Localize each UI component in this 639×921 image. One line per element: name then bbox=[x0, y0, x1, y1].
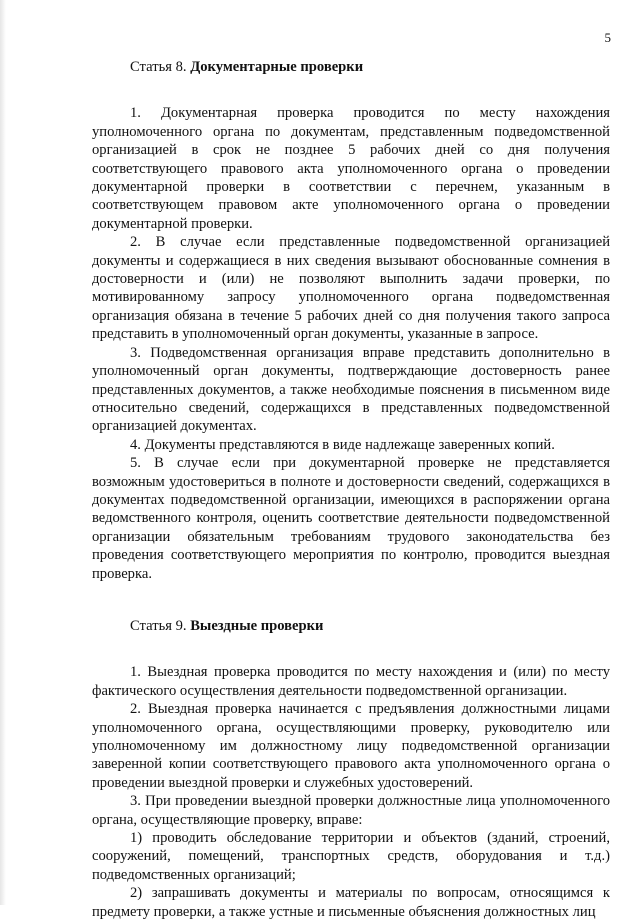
article-9-paragraph-1: 1. Выездная проверка проводится по месту нахождения и (или) по месту фактического осуществления деятельности подведомственной организации. bbox=[92, 664, 610, 699]
article-8-prefix: Статья 8. bbox=[130, 59, 187, 75]
article-8-paragraph-4: 4. Документы представляются в виде надлежаще заверенных копий. bbox=[130, 436, 555, 453]
article-9-title: Выездные проверки bbox=[190, 617, 324, 634]
article-9-prefix: Статья 9. bbox=[130, 617, 187, 634]
article-8-paragraph-5: 5. В случае если при документарной проверке не представляется возможным удостовериться в полноте и достоверности сведений, содержащихся в документах подведомственной организации, имеющихся в распоряжении органа ведомственного контроля, оценить соответствие деятельности подведомственной организации обязательным требованиям трудового законодательства без проведения соответствующего мероприятия по контролю, проводится выездная проверка. bbox=[92, 455, 610, 582]
scan-edge-shadow bbox=[0, 0, 6, 905]
page-number: 5 bbox=[604, 30, 611, 45]
article-8-paragraph-1: 1. Документарная проверка проводится по месту нахождения уполномоченного органа по документам, представленным подведомственной организацией в срок не позднее 5 рабочих дней со дня получения соответствующего правового акта уполномоченного органа о проведении документарной проверки в соответствии с перечнем, указанным в соответствующем правовом акте уполномоченного органа о проведении документарной проверки. bbox=[92, 105, 610, 232]
article-9-subitem-2: 2) запрашивать документы и материалы по вопросам, относящимся к предмету проверки, а также устные и письменные объяснения должностных лиц bbox=[92, 885, 610, 920]
article-8-paragraph-3: 3. Подведомственная организация вправе представить дополнительно в уполномоченный орган документы, подтверждающие достоверность ранее представленных документов, а также необходимые пояснения в письменном виде относительно сведений, содержащихся в представленных подведомственной организацией документах. bbox=[92, 344, 610, 435]
document-body bbox=[92, 58, 610, 921]
article-9-heading bbox=[130, 617, 610, 635]
article-8-title: Документарные проверки bbox=[190, 59, 364, 75]
article-9-paragraph-2: 2. Выездная проверка начинается с предъявления должностными лицами уполномоченного органа, осуществляющими проверку, руководителю или уполномоченному им должностному лицу подведомственной организации заверенной копии соответствующего правового акта уполномоченного органа о проведении выездной проверки и служебных удостоверений. bbox=[92, 701, 610, 791]
article-8-heading bbox=[130, 58, 610, 76]
article-9-paragraph-3: 3. При проведении выездной проверки должностные лица уполномоченного органа, осуществляющие проверку, вправе: bbox=[92, 793, 610, 828]
article-8-paragraph-2: 2. В случае если представленные подведомственной организацией документы и содержащиеся в них сведения вызывают обоснованные сомнения в достоверности и (или) не позволяют выполнить задачи проверки, по мотивированному запросу уполномоченного органа подведомственная организация обязана в течение 5 рабочих дней со дня получения такого запроса представить в уполномоченный орган документы, указанные в запросе. bbox=[92, 234, 610, 343]
article-9-subitem-1: 1) проводить обследование территории и объектов (зданий, строений, сооружений, помещений, транспортных средств, оборудования и т.д.) подведомственных организаций; bbox=[92, 830, 610, 883]
